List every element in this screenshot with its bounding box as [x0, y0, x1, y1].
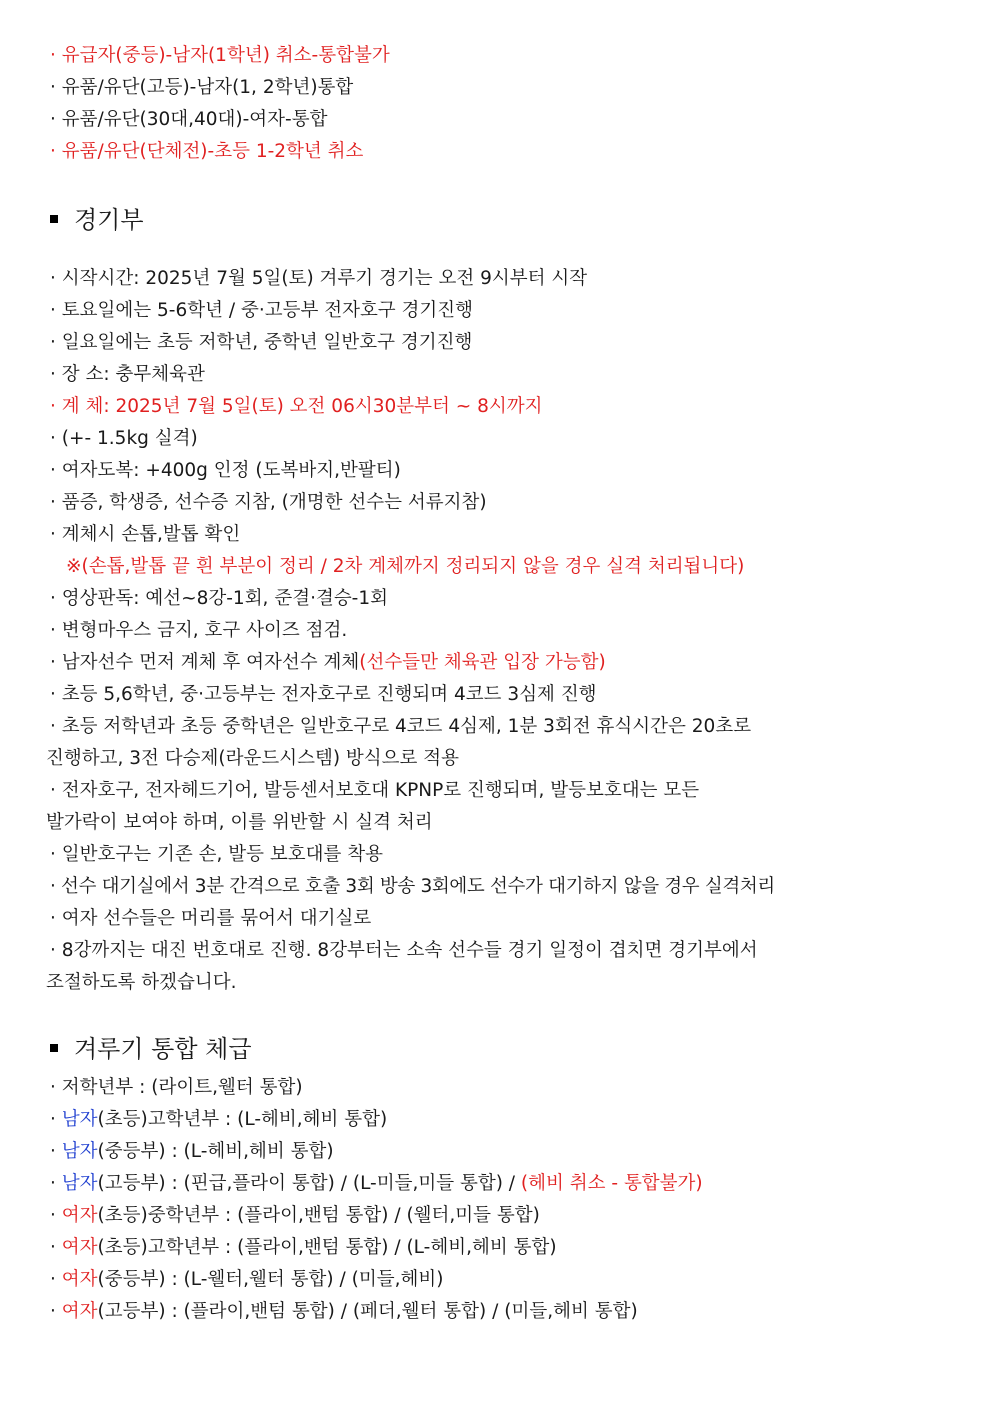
row-text: (고등부) : (플라이,밴텀 통합) / (페더,웰터 통합) / (미들,헤비 통합): [97, 1301, 638, 1322]
weight-class-row: [50, 1076, 303, 1100]
list-item: · 일요일에는 초등 저학년, 중학년 일반호구 경기진행: [50, 332, 473, 353]
row-bullet: ·: [50, 1205, 62, 1226]
row-bullet: ·: [50, 1237, 62, 1258]
row-gender: 남자: [61, 1173, 98, 1194]
row-gender: 남자: [61, 1141, 98, 1162]
list-item-highlight: (선수들만 체육관 입장 가능함): [359, 652, 606, 673]
weight-class-row: [50, 1172, 703, 1196]
row-gender: 여자: [61, 1205, 98, 1226]
list-item-wrap: 진행하고, 3전 다승제(라운드시스템) 방식으로 적용: [46, 748, 460, 769]
list-item: · 장 소: 충무체육관: [50, 364, 205, 385]
row-text: (초등)중학년부 : (플라이,밴텀 통합) / (웰터,미들 통합): [97, 1205, 540, 1226]
row-bullet: ·: [50, 1301, 62, 1322]
weight-class-row: [50, 1204, 540, 1228]
row-text: (중등부) : (L-웰터,웰터 통합) / (미들,헤비): [97, 1269, 444, 1290]
list-item: · 초등 5,6학년, 중·고등부는 전자호구로 진행되며 4코드 3심제 진행: [50, 684, 597, 705]
top-list-item: · 유품/유단(단체전)-초등 1-2학년 취소: [50, 141, 364, 162]
list-item: · 여자도복: +400g 인정 (도복바지,반팔티): [50, 460, 401, 481]
row-gender: 여자: [61, 1301, 98, 1322]
row-bullet: ·: [50, 1109, 62, 1130]
list-item: · 변형마우스 금지, 호구 사이즈 점검.: [50, 620, 348, 641]
row-text: (고등부) : (핀급,플라이 통합) / (L-미들,미들 통합) /: [97, 1173, 521, 1194]
list-item: [50, 651, 606, 675]
list-item-wrap: 발가락이 보여야 하며, 이를 위반할 시 실격 처리: [46, 812, 433, 833]
top-list-item: · 유품/유단(30대,40대)-여자-통합: [50, 109, 328, 130]
row-text: (초등)고학년부 : (L-헤비,헤비 통합): [97, 1109, 388, 1130]
list-item-note: ※(손톱,발톱 끝 흰 부분이 정리 / 2차 계체까지 정리되지 않을 경우 실격 처리됩니다): [66, 556, 745, 577]
weight-class-row: [50, 1108, 387, 1132]
section-title: 경기부: [74, 206, 144, 234]
list-item: · 시작시간: 2025년 7월 5일(토) 겨루기 경기는 오전 9시부터 시작: [50, 268, 588, 289]
list-item: · 품증, 학생증, 선수증 지참, (개명한 선수는 서류지참): [50, 492, 487, 513]
list-item-wrap: 조절하도록 하겠습니다.: [46, 972, 237, 993]
row-gender: 여자: [61, 1237, 98, 1258]
square-bullet-icon: [50, 215, 58, 223]
list-item: · (+- 1.5kg 실격): [50, 428, 198, 449]
list-item: · 계체시 손톱,발톱 확인: [50, 524, 241, 545]
list-item: · 전자호구, 전자헤드기어, 발등센서보호대 KPNP로 진행되며, 발등보호대는 모든: [50, 780, 700, 801]
row-text: 저학년부 : (라이트,웰터 통합): [61, 1077, 303, 1098]
list-item: · 일반호구는 기존 손, 발등 보호대를 착용: [50, 844, 383, 865]
top-list-item: · 유급자(중등)-남자(1학년) 취소-통합불가: [50, 45, 390, 66]
list-item: · 영상판독: 예선~8강-1회, 준결·결승-1회: [50, 588, 389, 609]
list-item: · 계 체: 2025년 7월 5일(토) 오전 06시30분부터 ~ 8시까지: [50, 396, 543, 417]
list-item: · 여자 선수들은 머리를 묶어서 대기실로: [50, 908, 372, 929]
section-heading-weight-classes: [50, 1034, 252, 1064]
row-bullet: ·: [50, 1269, 62, 1290]
list-item: · 토요일에는 5-6학년 / 중·고등부 전자호구 경기진행: [50, 300, 474, 321]
section-title: 겨루기 통합 체급: [74, 1035, 252, 1063]
weight-class-row: [50, 1140, 334, 1164]
row-bullet: ·: [50, 1141, 62, 1162]
top-list-item: · 유품/유단(고등)-남자(1, 2학년)통합: [50, 77, 354, 98]
list-item: · 선수 대기실에서 3분 간격으로 호출 3회 방송 3회에도 선수가 대기하지 않을 경우 실격처리: [50, 876, 775, 897]
row-bullet: ·: [50, 1173, 62, 1194]
row-text: (초등)고학년부 : (플라이,밴텀 통합) / (L-헤비,헤비 통합): [97, 1237, 557, 1258]
weight-class-row: [50, 1236, 557, 1260]
weight-class-row: [50, 1268, 443, 1292]
list-item-text: · 남자선수 먼저 계체 후 여자선수 계체: [50, 652, 360, 673]
row-gender: 남자: [61, 1109, 98, 1130]
row-gender: 여자: [61, 1269, 98, 1290]
square-bullet-icon: [50, 1044, 58, 1052]
row-text: (중등부) : (L-헤비,헤비 통합): [97, 1141, 334, 1162]
section-heading-games: [50, 205, 144, 235]
weight-class-row: [50, 1300, 638, 1324]
row-note: (헤비 취소 - 통합불가): [520, 1173, 703, 1194]
list-item: · 초등 저학년과 초등 중학년은 일반호구로 4코드 4심제, 1분 3회전 휴식시간은 20초로: [50, 716, 752, 737]
list-item: · 8강까지는 대진 번호대로 진행. 8강부터는 소속 선수들 경기 일정이 겹치면 경기부에서: [50, 940, 758, 961]
row-bullet: ·: [50, 1077, 62, 1098]
